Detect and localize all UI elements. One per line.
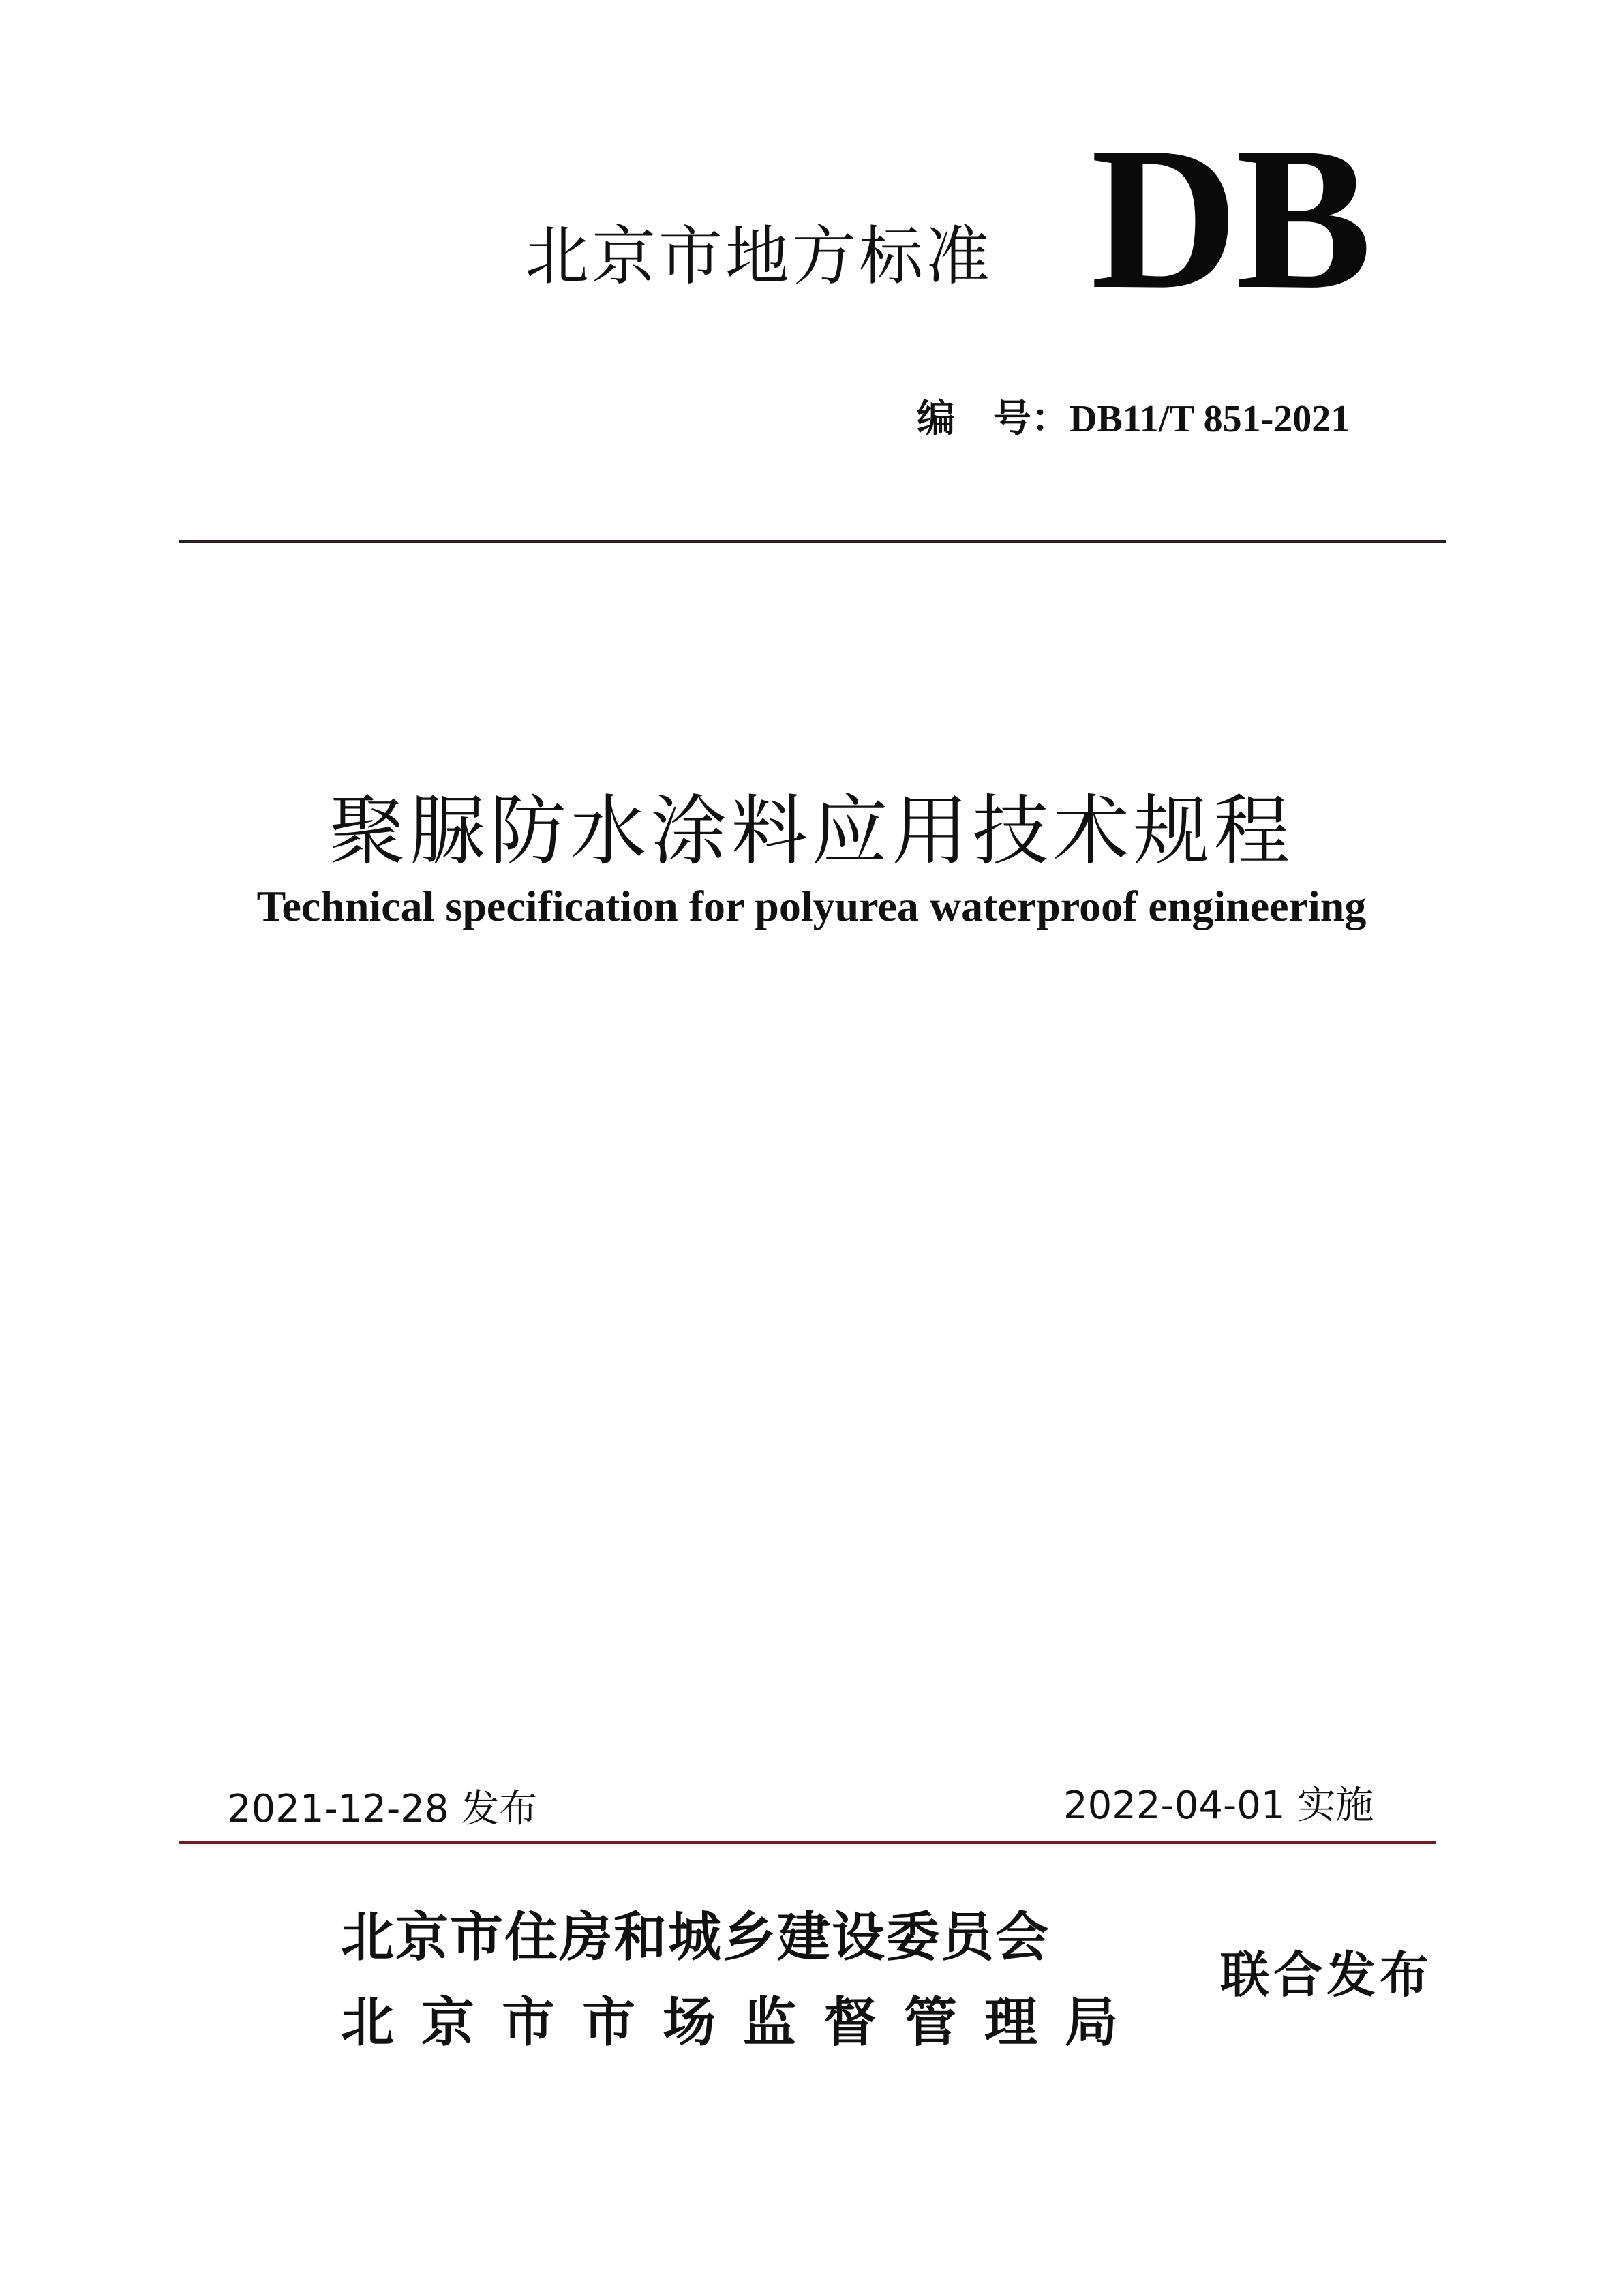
standard-code-label: 编 号： xyxy=(917,398,1070,440)
issue-date: 2021-12-28 发布 xyxy=(227,1787,538,1831)
top-divider xyxy=(179,540,1446,543)
issuer-housing-commission: 北京市住房和城乡建设委员会 xyxy=(341,1907,1050,1968)
document-title-zh: 聚脲防水涂料应用技术规程 xyxy=(329,787,1294,876)
standard-type-label: 北京市地方标准 xyxy=(525,219,993,294)
standard-code xyxy=(917,388,1350,443)
issuer-market-bureau: 北京市市场监督管理局 xyxy=(341,1992,1146,2053)
effective-date: 2022-04-01 实施 xyxy=(1063,1784,1374,1828)
document-title-en: Technical specification for polyurea waterproof engineering xyxy=(256,882,1367,930)
bottom-divider xyxy=(179,1841,1436,1844)
joint-publication-label: 联合发布 xyxy=(1220,1946,1434,2004)
db-logo: DB xyxy=(1091,105,1369,331)
standard-code-value: DB11/T 851-2021 xyxy=(1070,398,1350,440)
